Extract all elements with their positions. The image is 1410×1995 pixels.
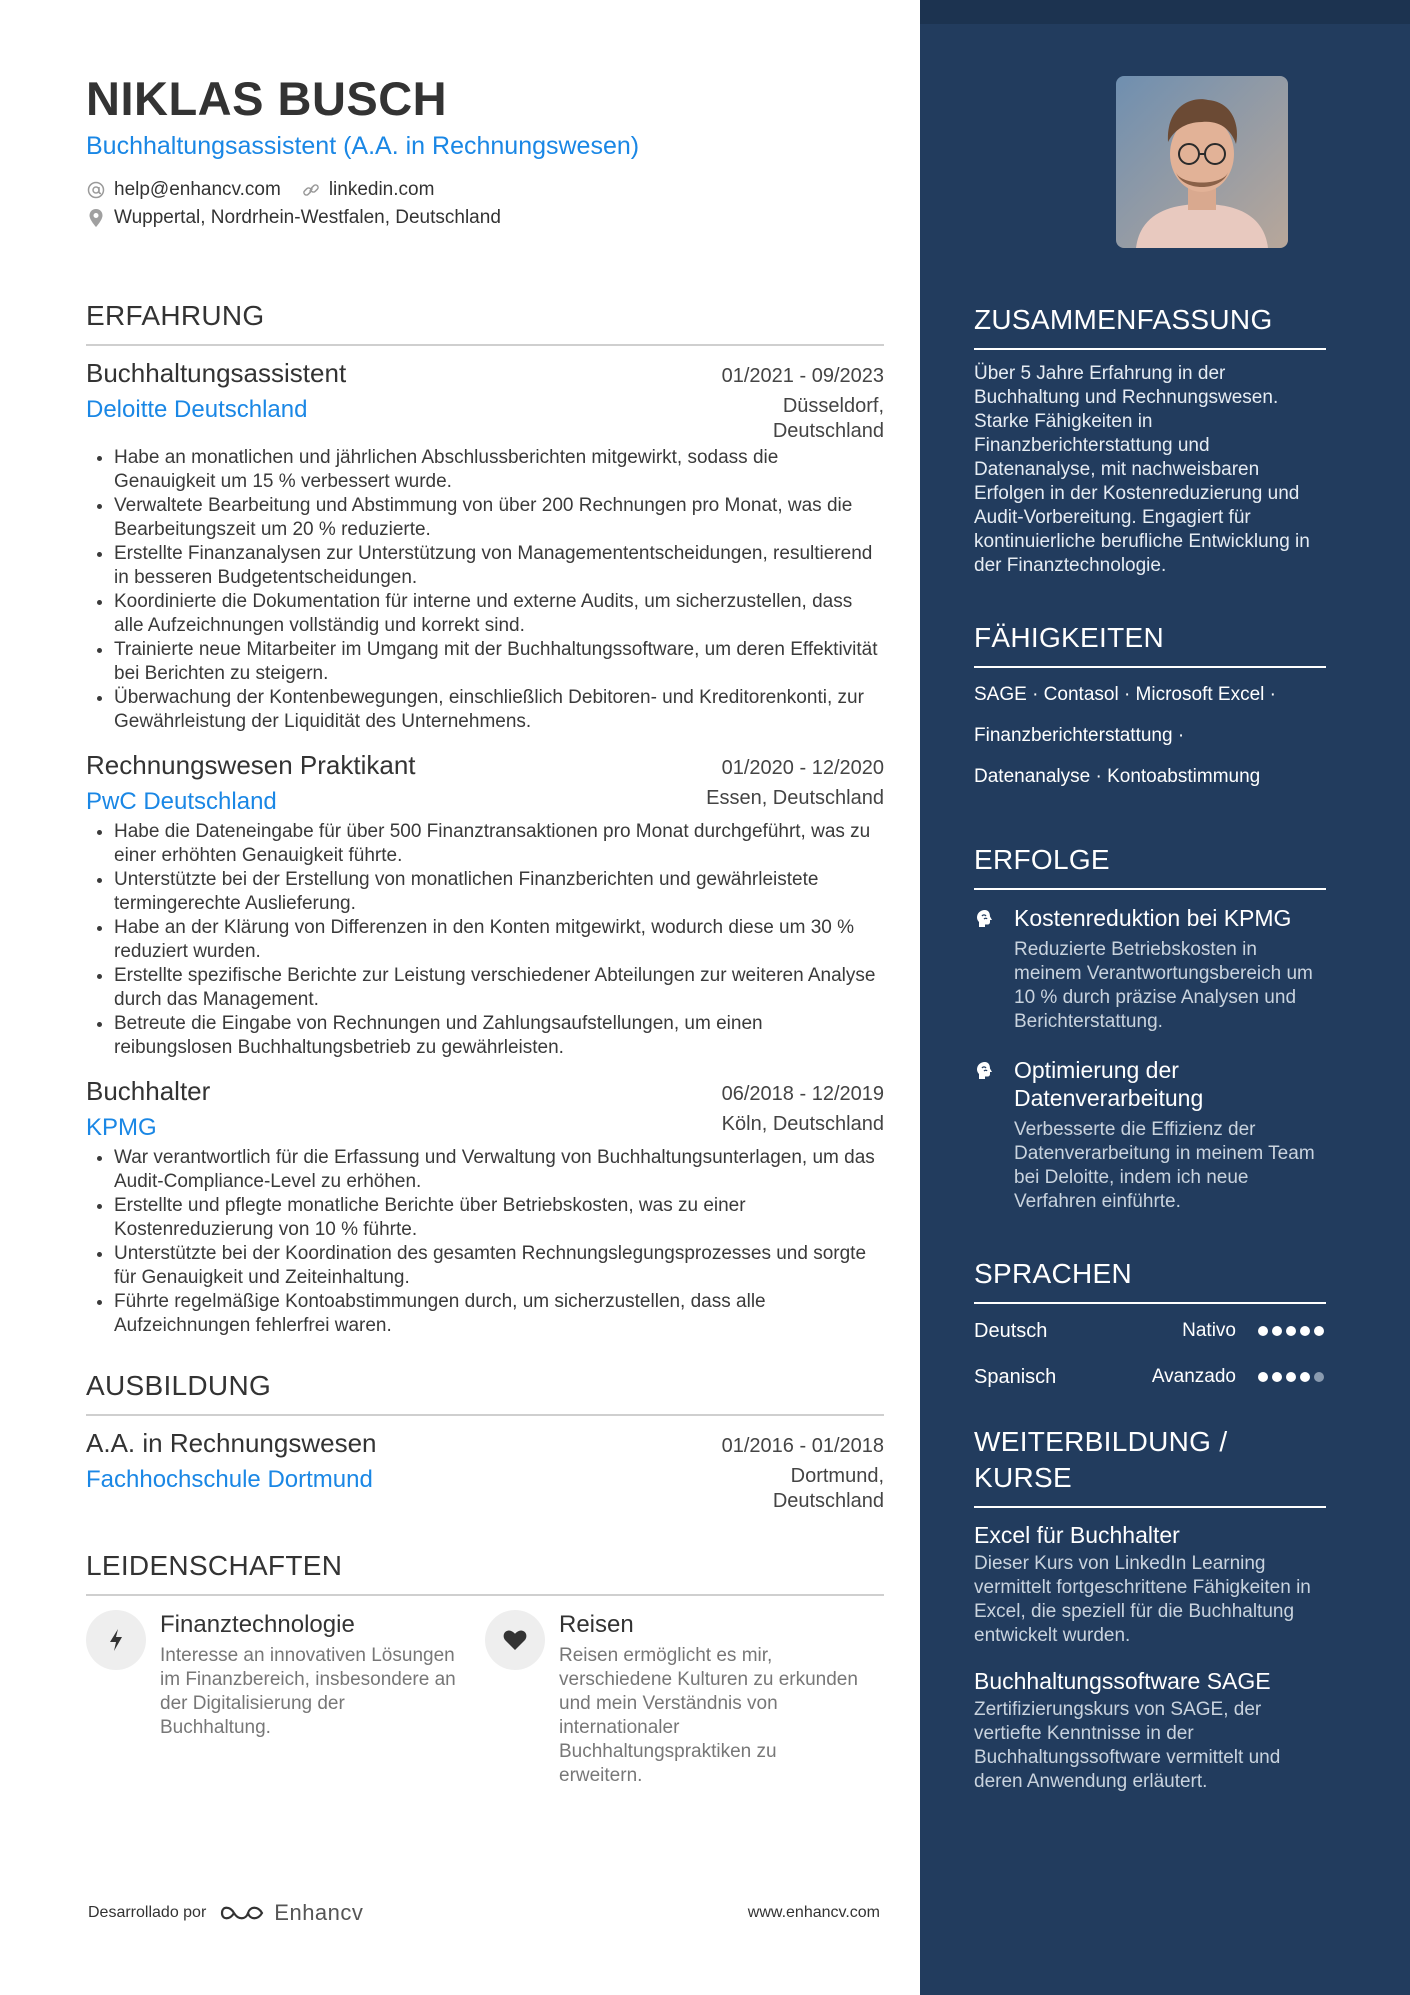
linkedin-contact[interactable] <box>301 179 435 201</box>
bullet-item: • Verwaltete Bearbeitung und Abstimmung von über 200 Rechnungen pro Monat, was die Bearbeitungszeit um 20 % reduzierte. <box>114 494 884 542</box>
achievement-title: Kostenreduktion bei KPMG <box>1014 905 1292 931</box>
skills-title: FÄHIGKEITEN <box>974 620 1326 668</box>
passions-section <box>86 1548 884 1788</box>
rating-dot-filled <box>1314 1326 1324 1336</box>
course-title: Excel für Buchhalter <box>974 1522 1180 1548</box>
job-bullets <box>86 446 884 734</box>
courses-section <box>974 1424 1326 1794</box>
skills-section <box>974 620 1326 797</box>
rating-dot-empty <box>1314 1372 1324 1382</box>
course-desc: Dieser Kurs von LinkedIn Learning vermittelt fortgeschrittene Fähigkeiten in Excel, die speziell für die Buchhaltung entwickelt wurden. <box>974 1553 1311 1646</box>
experience-title: ERFAHRUNG <box>86 298 884 346</box>
job-title: Rechnungswesen Praktikant <box>86 750 416 780</box>
bullet-item: • Erstellte Finanzanalysen zur Unterstützung von Managemententscheidungen, resultierend in besseren Budgetentscheidungen. <box>114 542 884 590</box>
language-row <box>974 1308 1326 1354</box>
job-location: Köln, Deutschland <box>721 1113 884 1135</box>
skills-line: Finanzberichterstattung · <box>974 725 1185 746</box>
footer-website[interactable]: www.enhancv.com <box>747 1904 880 1921</box>
rating-dot-filled <box>1272 1372 1282 1382</box>
brain-icon <box>974 1056 1014 1214</box>
language-rating <box>1254 1372 1324 1382</box>
candidate-headline: Buchhaltungsassistent (A.A. in Rechnungswesen) <box>86 132 640 160</box>
skills-line: Datenanalyse · Kontoabstimmung <box>974 766 1261 787</box>
education-location: Dortmund, Deutschland <box>772 1465 884 1512</box>
passions-title: LEIDENSCHAFTEN <box>86 1548 884 1596</box>
summary-section <box>974 302 1326 578</box>
summary-title: ZUSAMMENFASSUNG <box>974 302 1326 350</box>
bullet-item: • Erstellte spezifische Berichte zur Leistung verschiedener Abteilungen zur weiteren Analyse durch das Management. <box>114 964 884 1012</box>
location-text: Wuppertal, Nordrhein-Westfalen, Deutschland <box>114 207 501 228</box>
language-level: Avanzado <box>1151 1366 1236 1387</box>
bullet-item: • Unterstützte bei der Erstellung von monatlichen Finanzberichten und gewährleistete termingerechte Auslieferung. <box>114 868 884 916</box>
achievements-section <box>974 842 1326 1214</box>
rating-dot-filled <box>1258 1326 1268 1336</box>
bullet-item: • Habe an der Klärung von Differenzen in den Konten mitgewirkt, wodurch diese um 30 % reduziert wurden. <box>114 916 884 964</box>
profile-photo <box>1116 76 1288 248</box>
language-level: Nativo <box>1182 1320 1236 1341</box>
passion-desc: Reisen ermöglicht es mir, verschiedene Kulturen zu erkunden und mein Verständnis von internationaler Buchhaltungspraktiken zu erweitern. <box>559 1645 858 1786</box>
language-row <box>974 1354 1326 1400</box>
footer <box>88 1900 880 1926</box>
achievement-desc: Verbesserte die Effizienz der Datenverarbeitung in meinem Team bei Deloitte, indem ich neue Verfahren einführte. <box>1014 1119 1315 1212</box>
heart-icon <box>485 1610 545 1670</box>
job-location: Essen, Deutschland <box>706 787 884 809</box>
job-date: 06/2018 - 12/2019 <box>721 1083 884 1105</box>
rating-dot-filled <box>1258 1372 1268 1382</box>
lightning-icon <box>86 1610 146 1670</box>
language-name: Spanisch <box>974 1365 1057 1388</box>
rating-dot-filled <box>1300 1372 1310 1382</box>
bullet-item: • Überwachung der Kontenbewegungen, einschließlich Debitoren- und Kreditorenkonti, zur Gewährleistung der Liquidität des Unternehmens. <box>114 686 884 734</box>
education-title: AUSBILDUNG <box>86 1368 884 1416</box>
job-company: KPMG <box>86 1114 157 1141</box>
enhancv-logo-icon <box>218 1901 266 1925</box>
education-section <box>86 1368 884 1514</box>
email-contact[interactable] <box>86 179 281 201</box>
rating-dot-filled <box>1272 1326 1282 1336</box>
bullet-item: • Führte regelmäßige Kontoabstimmungen durch, um sicherzustellen, dass alle Aufzeichnungen fehlerfrei waren. <box>114 1290 884 1338</box>
job-bullets <box>86 1146 884 1338</box>
passion-title: Finanztechnologie <box>160 1611 355 1638</box>
bullet-item: • Betreute die Eingabe von Rechnungen und Zahlungsaufstellungen, um einen reibungslosen Buchhaltungsbetrieb zu gewährleisten. <box>114 1012 884 1060</box>
link-icon <box>301 180 321 200</box>
school: Fachhochschule Dortmund <box>86 1466 373 1493</box>
achievement-desc: Reduzierte Betriebskosten in meinem Verantwortungsbereich um 10 % durch präzise Analysen und Berichterstattung. <box>1014 939 1313 1032</box>
rating-dot-filled <box>1300 1326 1310 1336</box>
bullet-item: • Habe die Dateneingabe für über 500 Finanztransaktionen pro Monat durchgeführt, was zu einer erhöhten Genauigkeit führte. <box>114 820 884 868</box>
passion-item <box>86 1610 485 1788</box>
job-title: Buchhalter <box>86 1076 211 1106</box>
job-entry <box>86 748 884 1060</box>
achievement-item <box>974 1056 1326 1214</box>
passion-item <box>485 1610 884 1788</box>
summary-text: Über 5 Jahre Erfahrung in der Buchhaltung und Rechnungswesen. Starke Fähigkeiten in Finanzberichterstattung und Datenanalyse, mit nachweisbaren Erfolgen in der Kostenreduzierung und Audit-Vorbereitung. Engagiert für kontinuierliche berufliche Entwicklung in der Finanztechnologie. <box>974 363 1310 576</box>
language-name: Deutsch <box>974 1319 1048 1342</box>
job-date: 01/2020 - 12/2020 <box>721 757 884 779</box>
achievement-title: Optimierung der Datenverarbeitung <box>1014 1057 1204 1111</box>
rating-dot-filled <box>1286 1326 1296 1336</box>
job-location: Düsseldorf, Deutschland <box>772 395 884 442</box>
course-desc: Zertifizierungskurs von SAGE, der vertiefte Kenntnisse in der Buchhaltungssoftware vermittelt und deren Anwendung erläutert. <box>974 1699 1281 1792</box>
brand-name: Enhancv <box>274 1900 364 1925</box>
sidebar <box>920 0 1410 1995</box>
linkedin-text: linkedin.com <box>328 179 435 200</box>
powered-by-text: Desarrollado por <box>88 1904 207 1921</box>
rating-dot-filled <box>1286 1372 1296 1382</box>
bullet-item: • Koordinierte die Dokumentation für interne und externe Audits, um sicherzustellen, dass alle Aufzeichnungen vollständig und korrekt sind. <box>114 590 884 638</box>
brain-icon <box>974 904 1014 1034</box>
course-item <box>974 1520 1326 1648</box>
job-entry <box>86 356 884 734</box>
course-title: Buchhaltungssoftware SAGE <box>974 1668 1271 1694</box>
courses-title: WEITERBILDUNG / KURSE <box>974 1424 1326 1508</box>
experience-section <box>86 298 884 1338</box>
languages-title: SPRACHEN <box>974 1256 1326 1304</box>
sidebar-top-bar <box>920 0 1410 24</box>
course-item <box>974 1666 1326 1794</box>
footer-brand <box>88 1900 363 1926</box>
contact-info <box>86 176 884 232</box>
education-date: 01/2016 - 01/2018 <box>721 1435 884 1457</box>
bullet-item: • Unterstützte bei der Koordination des gesamten Rechnungslegungsprozesses und sorgte für Genauigkeit und Zeiteinhaltung. <box>114 1242 884 1290</box>
skills-line: SAGE · Contasol · Microsoft Excel · <box>974 684 1276 705</box>
achievements-title: ERFOLGE <box>974 842 1326 890</box>
job-title: Buchhaltungsassistent <box>86 358 347 388</box>
education-entry <box>86 1426 884 1514</box>
email-text: help@enhancv.com <box>114 179 281 200</box>
degree: A.A. in Rechnungswesen <box>86 1428 377 1458</box>
job-date: 01/2021 - 09/2023 <box>721 365 884 387</box>
location-contact <box>86 207 501 229</box>
language-rating <box>1254 1326 1324 1336</box>
passion-desc: Interesse an innovativen Lösungen im Finanzbereich, insbesondere an der Digitalisierung der Buchhaltung. <box>160 1645 456 1738</box>
location-pin-icon <box>86 208 106 228</box>
job-company: Deloitte Deutschland <box>86 396 308 423</box>
bullet-item: • Erstellte und pflegte monatliche Berichte über Betriebskosten, was zu einer Kostenreduzierung von 10 % führte. <box>114 1194 884 1242</box>
at-icon <box>86 180 106 200</box>
job-company: PwC Deutschland <box>86 788 277 815</box>
languages-section <box>974 1256 1326 1400</box>
candidate-name: NIKLAS BUSCH <box>86 72 448 125</box>
achievement-item <box>974 904 1326 1034</box>
job-bullets <box>86 820 884 1060</box>
bullet-item: • Trainierte neue Mitarbeiter im Umgang mit der Buchhaltungssoftware, um deren Effektivität bei Berichten zu steigern. <box>114 638 884 686</box>
passion-title: Reisen <box>559 1611 634 1638</box>
bullet-item: • Habe an monatlichen und jährlichen Abschlussberichten mitgewirkt, sodass die Genauigkeit um 15 % verbessert wurde. <box>114 446 884 494</box>
job-entry <box>86 1074 884 1338</box>
bullet-item: • War verantwortlich für die Erfassung und Verwaltung von Buchhaltungsunterlagen, um das Audit-Compliance-Level zu erhöhen. <box>114 1146 884 1194</box>
